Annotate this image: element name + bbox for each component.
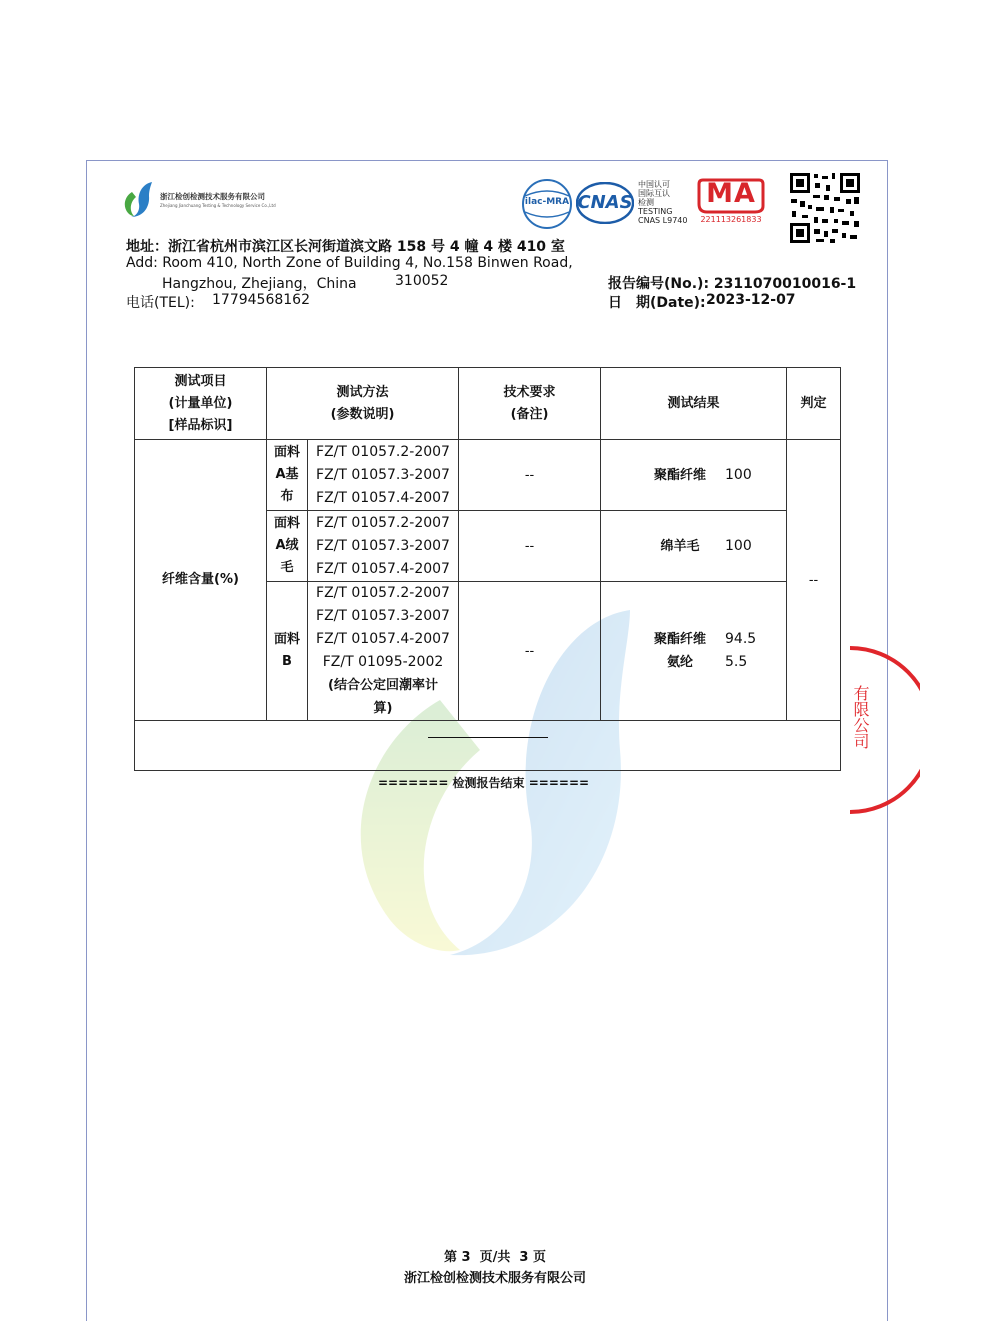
material-line: 面料 <box>273 516 300 531</box>
cnas-detail-3: 检测 <box>638 198 654 207</box>
fiber-value: 5.5 <box>725 654 748 670</box>
company-seal <box>850 640 920 820</box>
report-number: 报告编号(No.): 2311070010016-1 <box>608 276 857 292</box>
fiber-name: 聚酯纤维 <box>654 632 707 647</box>
material-cell <box>267 440 308 511</box>
standard-line: FZ/T 01057.3-2007 <box>316 537 450 554</box>
material-cell <box>267 511 308 582</box>
standard-line: FZ/T 01057.3-2007 <box>316 608 450 624</box>
address-en-line2: Hangzhou, Zhejiang，China <box>162 276 357 292</box>
judge-cell: -- <box>787 440 841 721</box>
ma-logo <box>697 176 765 228</box>
standard-line: 算) <box>373 701 393 716</box>
qr-code-icon <box>788 171 862 245</box>
cnas-detail-1: 中国认可 <box>638 180 670 189</box>
header-item-line1: 测试项目 <box>174 373 227 389</box>
ma-text: MA <box>706 178 756 209</box>
standard-line: FZ/T 01057.2-2007 <box>316 585 450 601</box>
header-item-line2: (计量单位) <box>168 395 233 411</box>
result-cell <box>601 440 787 511</box>
company-name-en: Zhejiang Jianchuang Testing & Technology Service Co.,Ltd <box>160 203 276 208</box>
fiber-value: 94.5 <box>725 631 757 647</box>
header-requirement-line2: (备注) <box>510 406 549 422</box>
standard-line: FZ/T 01095-2002 <box>322 654 444 670</box>
table-header-row <box>135 368 841 440</box>
cnas-detail-2: 国际互认 <box>638 189 670 198</box>
tel-number: 17794568162 <box>212 292 310 308</box>
fiber-name: 绵羊毛 <box>660 538 700 554</box>
header-method <box>267 368 459 440</box>
header-item-line3: [样品标识] <box>168 417 233 433</box>
result-cell <box>601 511 787 582</box>
material-line: 布 <box>280 489 294 504</box>
header-judge: 判定 <box>787 368 841 440</box>
ilac-mra-text: ilac-MRA <box>524 197 570 207</box>
material-line: B <box>282 654 292 669</box>
result-entry <box>635 464 786 487</box>
material-line: 面料 <box>273 445 300 460</box>
header-requirement <box>459 368 601 440</box>
material-cell <box>267 582 308 721</box>
standard-line: FZ/T 01057.2-2007 <box>316 443 450 460</box>
standard-line: FZ/T 01057.3-2007 <box>316 466 450 483</box>
header-item <box>135 368 267 440</box>
fiber-value: 100 <box>725 466 752 483</box>
standard-line: (结合公定回潮率计 <box>328 678 438 693</box>
ilac-mra-logo <box>520 178 574 230</box>
header-requirement-line1: 技术要求 <box>503 384 556 400</box>
result-entry <box>635 535 786 558</box>
cnas-detail-5: CNAS L9740 <box>638 216 688 225</box>
table-row <box>135 440 841 511</box>
cnas-details <box>638 180 687 225</box>
address-postcode: 310052 <box>395 273 449 289</box>
requirement-cell: -- <box>459 582 601 721</box>
fiber-value: 100 <box>725 537 752 554</box>
cnas-logo <box>576 182 634 224</box>
results-table <box>134 367 841 771</box>
tel-label: 电话(TEL): <box>126 295 195 311</box>
result-entry <box>635 651 786 674</box>
result-cell <box>601 582 787 721</box>
blank-row <box>135 721 841 771</box>
header-method-line1: 测试方法 <box>336 384 389 400</box>
standards-cell <box>308 440 459 511</box>
end-of-report: ======= 检测报告结束 ====== <box>378 776 590 790</box>
seal-text: 有限公司 <box>851 685 870 749</box>
ma-number: 221113261833 <box>700 215 762 224</box>
footer-company: 浙江检创检测技术服务有限公司 <box>403 1271 586 1286</box>
address-cn: 地址：浙江省杭州市滨江区长河街道滨文路 158 号 4 幢 4 楼 410 室 <box>126 239 565 255</box>
fiber-name: 氨纶 <box>667 655 694 670</box>
table-footer-row <box>135 721 841 771</box>
report-date: 2023-12-07 <box>706 292 796 308</box>
standards-cell <box>308 511 459 582</box>
standard-line: FZ/T 01057.2-2007 <box>316 514 450 531</box>
standards-cell <box>308 582 459 721</box>
result-entry <box>635 628 786 651</box>
report-date-label: 日 期(Date): <box>608 295 706 311</box>
address-en-line1: Add: Room 410, North Zone of Building 4, No.158 Binwen Road, <box>126 255 573 271</box>
header-result: 测试结果 <box>601 368 787 440</box>
standard-line: FZ/T 01057.4-2007 <box>316 489 450 506</box>
company-logo-icon <box>122 180 156 218</box>
item-name-cell: 纤维含量(%) <box>135 440 267 721</box>
header-method-line2: (参数说明) <box>330 406 395 422</box>
divider <box>428 737 548 738</box>
cnas-detail-4: TESTING <box>638 207 673 216</box>
fiber-name: 聚酯纤维 <box>654 467 707 483</box>
material-line: 面料 <box>273 632 300 647</box>
cnas-text: CNAS <box>577 192 633 213</box>
standard-line: FZ/T 01057.4-2007 <box>316 631 450 647</box>
company-name-cn: 浙江检创检测技术服务有限公司 <box>160 192 265 201</box>
requirement-cell: -- <box>459 511 601 582</box>
page-indicator: 第 3 页/共 3 页 <box>444 1250 546 1265</box>
material-line: A基 <box>275 467 299 482</box>
material-line: A绒 <box>275 538 299 553</box>
standard-line: FZ/T 01057.4-2007 <box>316 560 450 577</box>
requirement-cell: -- <box>459 440 601 511</box>
material-line: 毛 <box>280 560 294 575</box>
